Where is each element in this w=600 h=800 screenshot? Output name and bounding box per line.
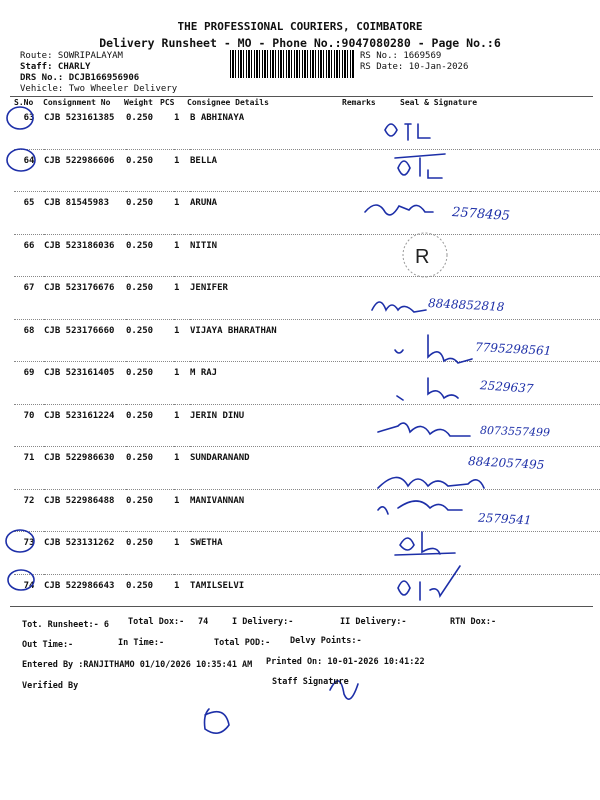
col-consignment: Consignment No bbox=[43, 98, 111, 107]
table-row bbox=[14, 532, 600, 575]
row-consignment: CJB 523161224 bbox=[44, 410, 115, 421]
handwritten-note: 8073557499 bbox=[479, 423, 551, 440]
col-remarks: Remarks bbox=[342, 98, 376, 107]
row-sno: 66 bbox=[23, 240, 35, 251]
row-consignee: JENIFER bbox=[190, 283, 228, 293]
row-consignee: M RAJ bbox=[190, 368, 218, 378]
row-sno: 69 bbox=[23, 368, 35, 378]
row-consignee: TAMILSELVI bbox=[190, 580, 245, 591]
row-consignee: MANIVANNAN bbox=[190, 495, 245, 506]
staff-label: Staff: CHARLY bbox=[20, 62, 91, 72]
row-consignment: CJB 523161385 bbox=[44, 113, 115, 123]
row-consignment: CJB 522986630 bbox=[44, 453, 115, 463]
row-sno: 73 bbox=[23, 538, 35, 548]
row-consignment: CJB 522986643 bbox=[44, 580, 115, 591]
row-sno: 72 bbox=[23, 495, 35, 506]
row-consignee: B ABHINAYA bbox=[190, 113, 245, 123]
barcode bbox=[230, 50, 355, 78]
row-pcs: 1 bbox=[174, 325, 180, 336]
row-weight: 0.250 bbox=[126, 155, 154, 166]
row-consignee: ARUNA bbox=[190, 198, 218, 208]
row-sno: 63 bbox=[23, 113, 35, 123]
row-weight: 0.250 bbox=[126, 580, 154, 591]
total-pod: Total POD:- bbox=[214, 638, 271, 648]
row-consignment: CJB 522986488 bbox=[44, 495, 115, 506]
row-pcs: 1 bbox=[174, 453, 180, 463]
handwritten-note: 2579541 bbox=[477, 510, 532, 528]
table-top-rule bbox=[10, 96, 593, 97]
row-consignee: NITIN bbox=[190, 240, 218, 251]
handwritten-note: 7795298561 bbox=[474, 340, 552, 358]
row-pcs: 1 bbox=[174, 538, 180, 548]
row-pcs: 1 bbox=[174, 198, 180, 208]
vehicle-label: Vehicle: Two Wheeler Delivery bbox=[20, 84, 178, 94]
row-weight: 0.250 bbox=[126, 325, 154, 336]
row-pcs: 1 bbox=[174, 155, 180, 166]
total-dox-label: Total Dox:- bbox=[128, 617, 185, 627]
row-weight: 0.250 bbox=[126, 198, 154, 208]
row-pcs: 1 bbox=[174, 580, 180, 591]
row-consignment: CJB 523161405 bbox=[44, 368, 115, 378]
table-row bbox=[14, 234, 600, 277]
table-row bbox=[14, 574, 600, 616]
row-weight: 0.250 bbox=[126, 368, 154, 378]
table-row bbox=[14, 149, 600, 192]
col-sno: S.No bbox=[14, 98, 34, 107]
row-consignee: SUNDARANAND bbox=[190, 453, 250, 463]
row-pcs: 1 bbox=[174, 368, 180, 378]
col-seal: Seal & Signature bbox=[400, 98, 478, 107]
handwritten-note: 2529637 bbox=[479, 378, 534, 396]
row-weight: 0.250 bbox=[126, 538, 154, 548]
row-sno: 68 bbox=[23, 325, 35, 336]
staff-signature: Staff Signature bbox=[272, 677, 349, 687]
verified-by: Verified By bbox=[22, 681, 79, 691]
ii-delivery: II Delivery:- bbox=[340, 617, 407, 627]
company-name: THE PROFESSIONAL COURIERS, COIMBATORE bbox=[177, 20, 423, 33]
verified-scribble bbox=[205, 709, 230, 733]
i-delivery: I Delivery:- bbox=[232, 617, 294, 627]
rtn-dox: RTN Dox:- bbox=[450, 617, 497, 627]
stamp-mark: R bbox=[415, 246, 430, 268]
entered-by: Entered By :RANJITHAMO 01/10/2026 10:35:41 AM bbox=[22, 660, 253, 670]
handwritten-note: 8848852818 bbox=[427, 296, 505, 314]
row-sno: 67 bbox=[23, 283, 35, 293]
row-consignee: JERIN DINU bbox=[190, 410, 245, 421]
handwritten-note: 8842057495 bbox=[467, 454, 545, 472]
row-consignment: CJB 81545983 bbox=[44, 198, 110, 208]
total-dox-value: 74 bbox=[198, 617, 209, 627]
table-row bbox=[14, 277, 600, 320]
col-pcs: PCS bbox=[160, 98, 175, 107]
handwritten-note: 2578495 bbox=[451, 204, 511, 225]
row-pcs: 1 bbox=[174, 113, 180, 123]
table-row bbox=[14, 107, 600, 149]
row-pcs: 1 bbox=[174, 410, 180, 421]
table-row bbox=[14, 192, 600, 235]
tot-runsheet: Tot. Runsheet:- 6 bbox=[22, 620, 109, 630]
row-sno: 70 bbox=[23, 410, 35, 421]
row-consignment: CJB 523176676 bbox=[44, 283, 115, 293]
drs-label: DRS No.: DCJB166956906 bbox=[20, 73, 140, 83]
printed-on: Printed On: 10-01-2026 10:41:22 bbox=[266, 657, 425, 667]
row-consignee: SWETHA bbox=[190, 538, 223, 548]
row-weight: 0.250 bbox=[126, 410, 154, 421]
col-consignee: Consignee Details bbox=[187, 98, 269, 107]
row-weight: 0.250 bbox=[126, 113, 154, 123]
runsheet-table bbox=[14, 107, 600, 616]
row-weight: 0.250 bbox=[126, 453, 154, 463]
row-sno: 71 bbox=[23, 453, 35, 463]
row-sno: 64 bbox=[23, 155, 35, 166]
row-consignee: VIJAYA BHARATHAN bbox=[190, 325, 277, 336]
rs-no: RS No.: 1669569 bbox=[360, 51, 442, 61]
col-weight: Weight bbox=[124, 98, 153, 107]
row-pcs: 1 bbox=[174, 240, 180, 251]
row-sno: 65 bbox=[23, 198, 35, 208]
row-sno: 74 bbox=[23, 580, 35, 591]
row-pcs: 1 bbox=[174, 495, 180, 506]
row-consignment: CJB 523176660 bbox=[44, 325, 115, 336]
row-consignment: CJB 523186036 bbox=[44, 240, 115, 251]
row-weight: 0.250 bbox=[126, 283, 154, 293]
rs-date: RS Date: 10-Jan-2026 bbox=[360, 62, 469, 72]
in-time: In Time:- bbox=[118, 638, 165, 648]
row-pcs: 1 bbox=[174, 283, 180, 293]
row-consignment: CJB 523131262 bbox=[44, 538, 115, 548]
row-weight: 0.250 bbox=[126, 240, 154, 251]
delvy-points: Delvy Points:- bbox=[290, 636, 362, 646]
route-label: Route: SOWRIPALAYAM bbox=[20, 51, 123, 61]
row-consignee: BELLA bbox=[190, 155, 218, 166]
out-time: Out Time:- bbox=[22, 640, 74, 650]
row-weight: 0.250 bbox=[126, 495, 154, 506]
row-consignment: CJB 522986606 bbox=[44, 155, 115, 166]
runsheet-title: Delivery Runsheet - MO - Phone No.:9047080280 - Page No.:6 bbox=[99, 36, 501, 50]
